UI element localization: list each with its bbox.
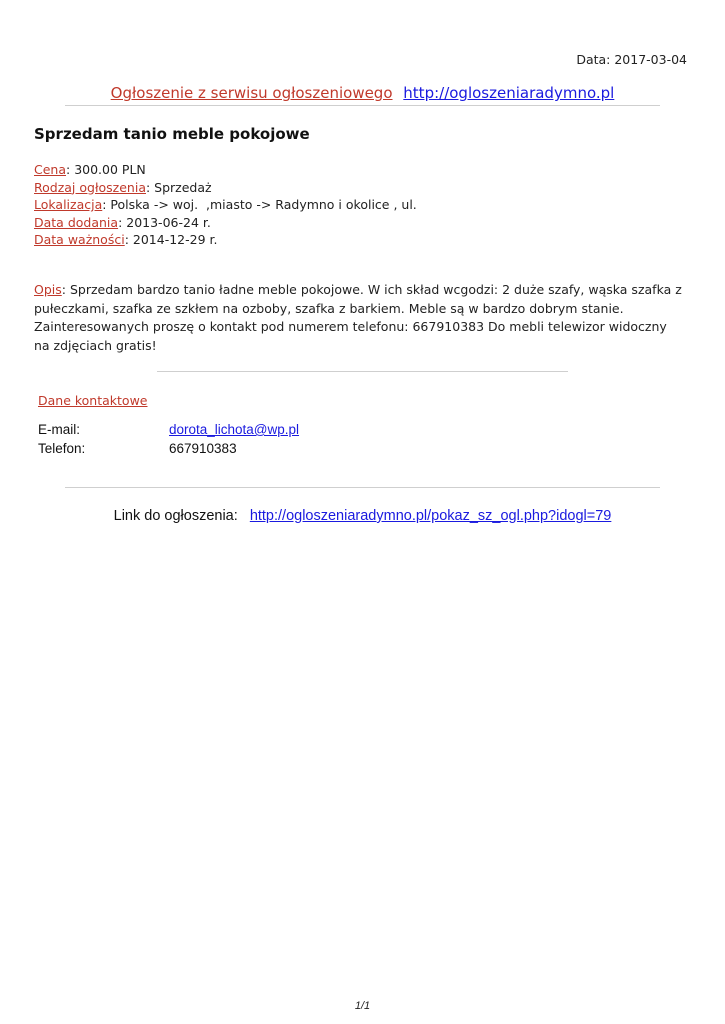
field-price [34,161,417,179]
field-label[interactable]: Lokalizacja [34,197,103,212]
field-location [34,196,417,214]
field-value: : 300.00 PLN [66,162,146,177]
field-expiry-date [34,231,417,249]
ad-link-line [0,508,725,524]
ad-link-label: Link do ogłoszenia: [113,508,238,524]
phone-value: 667910383 [169,441,237,456]
description-text: : Sprzedam bardzo tanio ładne meble pokojowe. W ich skład wcgodzi: 2 duże szafy, wąska szafka z pułeczkami, szafka ze szkłem na ozboby, szafka z barkiem. Meble są w bardzo dobrym stanie. Zainteresowanych proszę o kontakt pod numerem telefonu: 667910383 Do mebli telewizor widoczny na zdjęciach gratis! [34,282,682,353]
field-date-added [34,214,417,232]
ad-title: Sprzedam tanio meble pokojowe [34,125,310,143]
field-value: : 2013-06-24 r. [118,214,211,230]
description-label[interactable]: Opis [34,282,62,297]
contact-heading[interactable]: Dane kontaktowe [38,393,148,408]
field-label[interactable]: Data dodania [34,214,119,230]
email-label: E-mail: [38,422,81,437]
contact-email-row [38,422,300,437]
page-number: 1/1 [354,1000,371,1012]
divider [65,487,660,488]
ad-fields [34,161,417,249]
source-header [0,84,725,102]
field-label[interactable]: Rodzaj ogłoszenia [34,179,146,195]
contact-phone-row [38,441,237,456]
divider [157,371,568,372]
ad-description [34,281,684,355]
field-ad-type [34,179,417,197]
field-value: : Sprzedaż [145,179,212,195]
field-value: : 2014-12-29 r. [124,232,218,247]
field-label[interactable]: Cena [34,162,67,177]
field-label[interactable]: Data ważności [34,232,125,247]
phone-label: Telefon: [38,441,86,456]
service-url-link[interactable]: http://ogloszeniaradymno.pl [403,84,615,102]
email-link[interactable]: dorota_lichota@wp.pl [169,422,300,437]
ad-link-url[interactable]: http://ogloszeniaradymno.pl/pokaz_sz_ogl.php?idogl=79 [249,508,612,524]
field-value: : Polska -> woj. ,miasto -> Radymno i okolice , ul. [102,197,417,212]
print-date: Data: 2017-03-04 [576,52,687,67]
divider [65,105,660,106]
service-name-link[interactable]: Ogłoszenie z serwisu ogłoszeniowego [110,84,393,102]
